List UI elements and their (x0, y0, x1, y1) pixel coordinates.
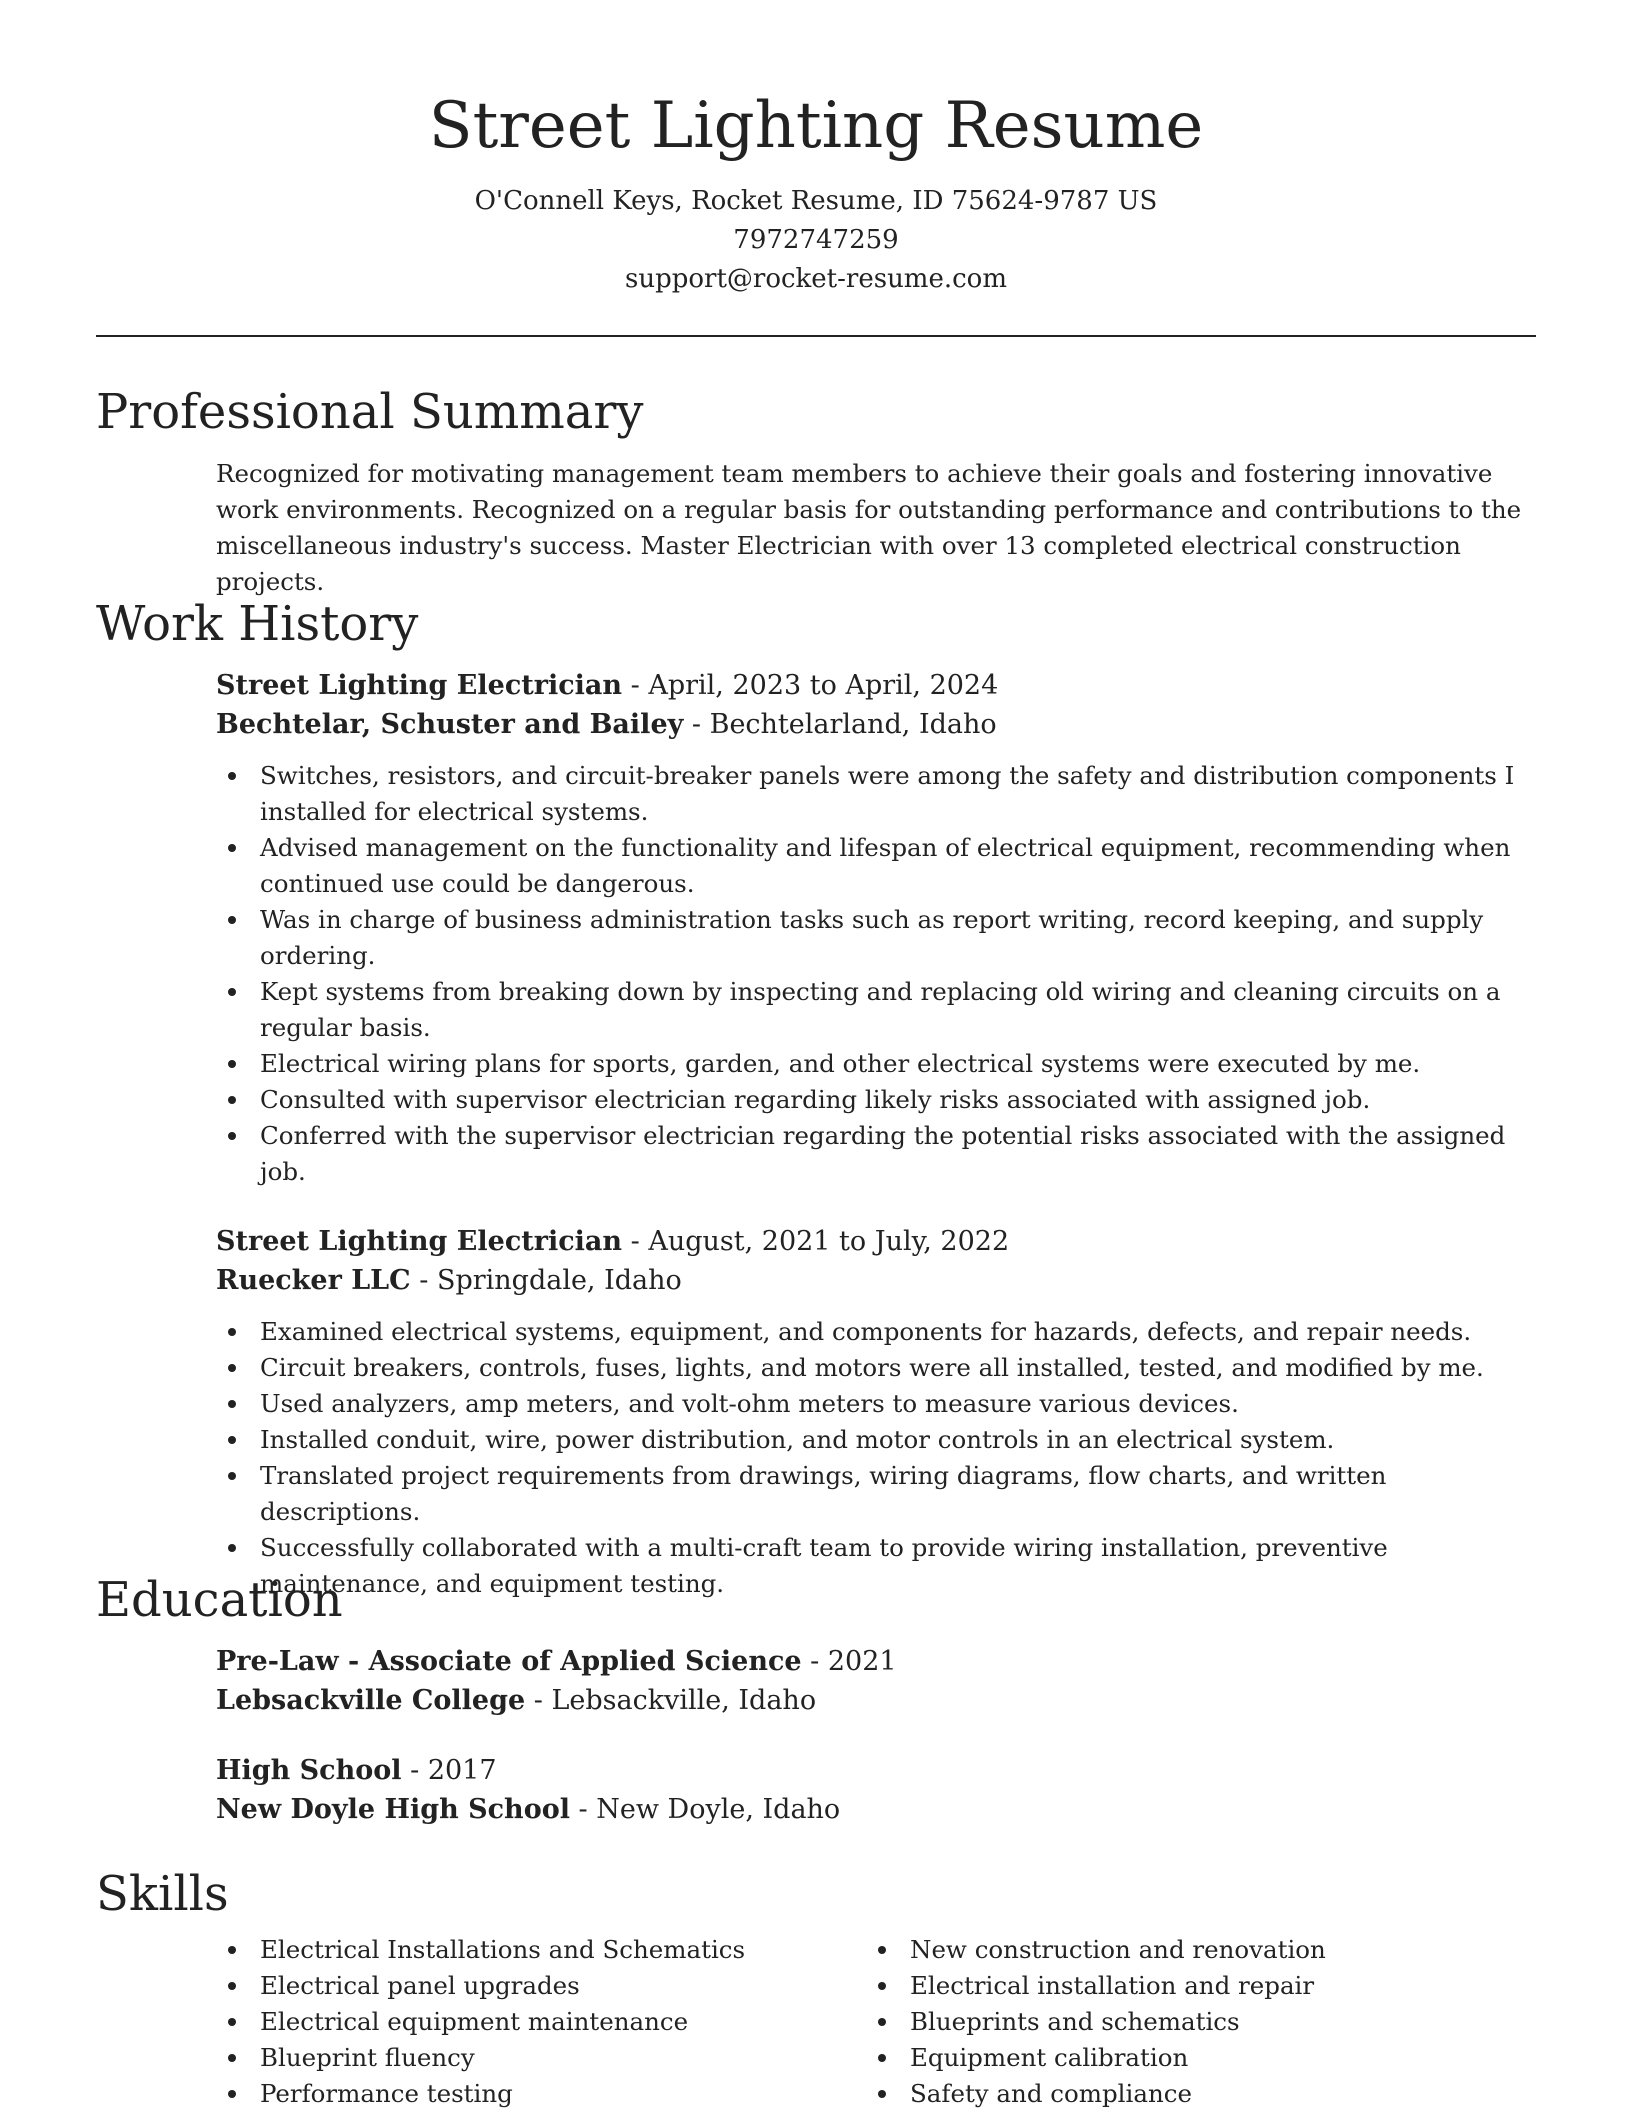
skills-section (96, 1864, 1536, 2112)
list-item: Switches, resistors, and circuit-breaker panels were among the safety and distribution components I installed for electrical systems. (216, 758, 1536, 830)
list-item: Examined electrical systems, equipment, and components for hazards, defects, and repair needs. (216, 1314, 1536, 1350)
skills-grid (216, 1924, 1536, 2112)
list-item: Electrical installation and repair (866, 1968, 1516, 2004)
list-item: Performance testing (216, 2076, 866, 2112)
list-item: Used analyzers, amp meters, and volt-ohm meters to measure various devices. (216, 1386, 1536, 1422)
summary-text: Recognized for motivating management team members to achieve their goals and fostering innovative work environments. Recognized on a regular basis for outstanding performance and contributions to the miscellaneous industry's success. Master Electrician with over 13 completed electrical construction projects. (216, 459, 1522, 596)
job-location: - Springdale, Idaho (410, 1265, 682, 1296)
list-item: Blueprints and schematics (866, 2004, 1516, 2040)
summary-section (96, 382, 1536, 600)
education-year: - 2021 (801, 1646, 897, 1677)
list-item: Blueprint fluency (216, 2040, 866, 2076)
summary-heading: Professional Summary (96, 384, 644, 440)
education-school: New Doyle High School (216, 1794, 570, 1825)
education-school-line (216, 1681, 1536, 1720)
education-year: - 2017 (401, 1755, 497, 1786)
job-entry (216, 666, 1536, 1190)
list-item: Was in charge of business administration tasks such as report writing, record keeping, and supply ordering. (216, 902, 1536, 974)
education-section (96, 1570, 1536, 1829)
education-list (216, 1642, 1536, 1829)
job-title-line (216, 666, 1536, 705)
job-bullets (216, 1314, 1536, 1602)
education-degree: Pre-Law - Associate of Applied Science (216, 1646, 802, 1677)
job-role: Street Lighting Electrician (216, 670, 623, 701)
education-degree-line (216, 1751, 1536, 1790)
education-degree: High School (216, 1755, 402, 1786)
list-item: Conferred with the supervisor electrician regarding the potential risks associated with the assigned job. (216, 1118, 1536, 1190)
job-bullets (216, 758, 1536, 1190)
education-location: - New Doyle, Idaho (569, 1794, 841, 1825)
job-dates: - August, 2021 to July, 2022 (622, 1226, 1010, 1257)
list-item: Consulted with supervisor electrician regarding likely risks associated with assigned job. (216, 1082, 1536, 1118)
list-item: Electrical panel upgrades (216, 1968, 866, 2004)
list-item: Electrical Installations and Schematics (216, 1932, 866, 1968)
list-item: Successfully collaborated with a multi-craft team to provide wiring installation, preventive maintenance, and equipment testing. (216, 1530, 1536, 1602)
resume-title: Street Lighting Resume (428, 89, 1204, 163)
job-role: Street Lighting Electrician (216, 1226, 623, 1257)
contact-email: support@rocket-resume.com (624, 264, 1007, 294)
job-company: Ruecker LLC (216, 1265, 411, 1296)
list-item: Electrical wiring plans for sports, garden, and other electrical systems were executed by me. (216, 1046, 1536, 1082)
job-location: - Bechtelarland, Idaho (683, 709, 997, 740)
job-company-line (216, 705, 1536, 744)
education-school-line (216, 1790, 1536, 1829)
list-item: Safety and compliance (866, 2076, 1516, 2112)
skills-heading: Skills (96, 1866, 229, 1922)
resume-header (96, 0, 1536, 337)
skills-list-right (866, 1932, 1516, 2112)
job-company: Bechtelar, Schuster and Bailey (216, 709, 684, 740)
education-degree-line (216, 1642, 1536, 1681)
education-heading: Education (96, 1572, 343, 1628)
list-item: New construction and renovation (866, 1932, 1516, 1968)
list-item: Kept systems from breaking down by inspecting and replacing old wiring and cleaning circuits on a regular basis. (216, 974, 1536, 1046)
education-school: Lebsackville College (216, 1685, 526, 1716)
job-company-line (216, 1261, 1536, 1300)
list-item: Translated project requirements from drawings, wiring diagrams, flow charts, and written descriptions. (216, 1458, 1536, 1530)
job-dates: - April, 2023 to April, 2024 (622, 670, 999, 701)
header-divider (96, 335, 1536, 337)
contact-phone: 7972747259 (733, 225, 899, 255)
education-location: - Lebsackville, Idaho (525, 1685, 817, 1716)
job-entry (216, 1222, 1536, 1602)
education-entry (216, 1751, 1536, 1829)
list-item: Electrical equipment maintenance (216, 2004, 866, 2040)
list-item: Circuit breakers, controls, fuses, lights, and motors were all installed, tested, and modified by me. (216, 1350, 1536, 1386)
contact-address: O'Connell Keys, Rocket Resume, ID 75624-9787 US (474, 186, 1158, 216)
job-title-line (216, 1222, 1536, 1261)
list-item: Advised management on the functionality and lifespan of electrical equipment, recommending when continued use could be dangerous. (216, 830, 1536, 902)
work-history-section (96, 594, 1536, 1602)
work-history-heading: Work History (96, 596, 419, 652)
list-item: Installed conduit, wire, power distribution, and motor controls in an electrical system. (216, 1422, 1536, 1458)
education-entry (216, 1642, 1536, 1720)
skills-list-left (216, 1932, 866, 2112)
resume-page (96, 0, 1536, 2108)
job-list (216, 666, 1536, 1602)
list-item: Equipment calibration (866, 2040, 1516, 2076)
